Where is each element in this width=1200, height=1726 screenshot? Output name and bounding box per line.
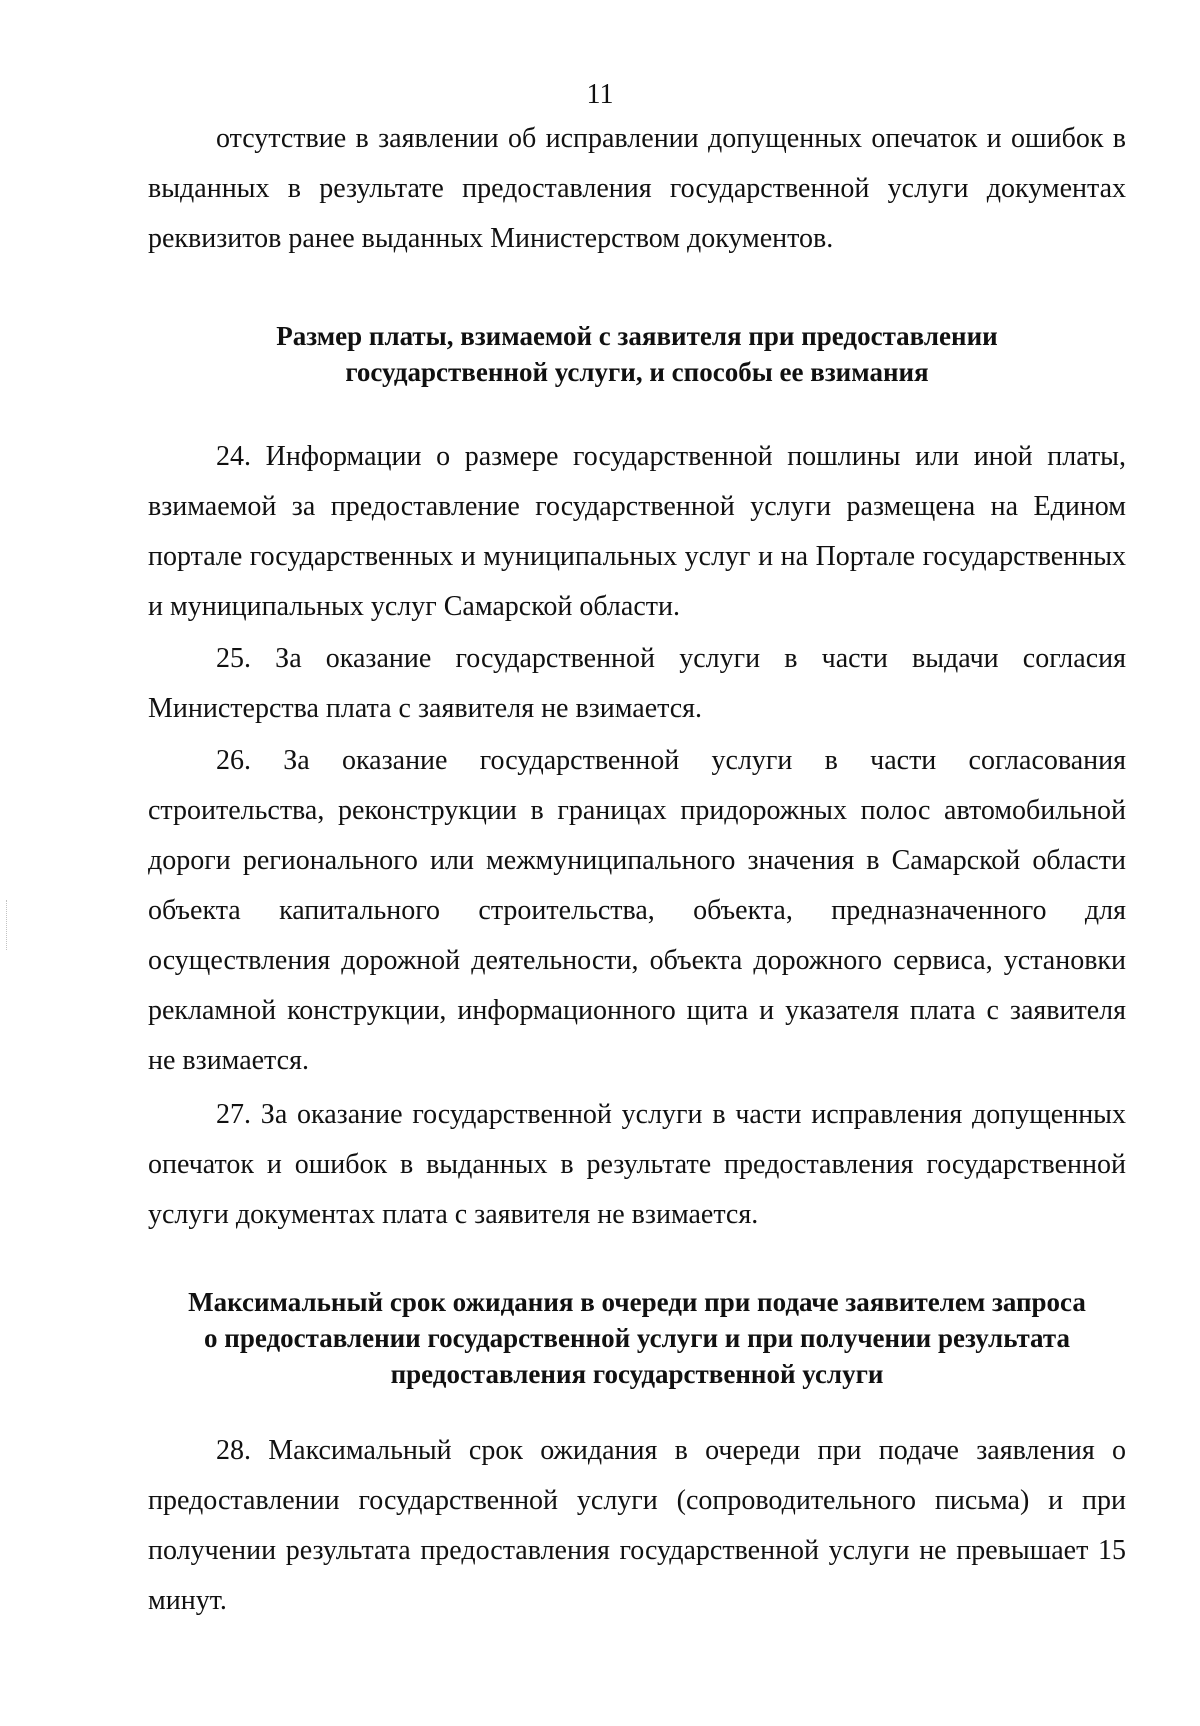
page-number: 11 xyxy=(586,79,614,110)
paragraph-27-text: 27. За оказание государственной услуги в части исправления допущенных опечаток и ошибок в выданных в результате предоставления государственной услуги документах плата с заявителя не взимается. xyxy=(148,1099,1126,1230)
paragraph-26 xyxy=(148,736,1126,1086)
paragraph-28 xyxy=(148,1426,1126,1626)
paragraph-25-text: 25. За оказание государственной услуги в части выдачи согласия Министерства плата с заявителя не взимается. xyxy=(148,643,1126,724)
scan-edge-mark xyxy=(6,900,15,950)
section-heading-queue-time-line-2: о предоставлении государственной услуги и при получении результата xyxy=(204,1323,1070,1353)
section-heading-fee xyxy=(148,318,1126,390)
section-heading-queue-time xyxy=(148,1284,1126,1392)
section-heading-queue-time-line-1: Максимальный срок ожидания в очереди при подаче заявителем запроса xyxy=(188,1287,1086,1317)
paragraph-24-text: 24. Информации о размере государственной пошлины или иной платы, взимаемой за предоставление государственной услуги размещена на Едином портале государственных и муниципальных услуг и на Портале государственных и муниципальных услуг Самарской области. xyxy=(148,441,1126,622)
paragraph-24 xyxy=(148,432,1126,632)
paragraph-intro-text: отсутствие в заявлении об исправлении допущенных опечаток и ошибок в выданных в результате предоставления государственной услуги документах реквизитов ранее выданных Министерством документов. xyxy=(148,123,1126,254)
section-heading-fee-line-1: Размер платы, взимаемой с заявителя при предоставлении xyxy=(276,321,998,351)
paragraph-intro xyxy=(148,114,1126,264)
section-heading-fee-line-2: государственной услуги, и способы ее взимания xyxy=(345,357,929,387)
paragraph-26-text: 26. За оказание государственной услуги в части согласования строительства, реконструкции в границах придорожных полос автомобильной дороги регионального или межмуниципального значения в Самарской области объекта капитального строительства, объекта, предназначенного для осуществления дорожной деятельности, объекта дорожного сервиса, установки рекламной конструкции, информационного щита и указателя плата с заявителя не взимается. xyxy=(148,745,1126,1076)
paragraph-25 xyxy=(148,634,1126,734)
paragraph-28-text: 28. Максимальный срок ожидания в очереди при подаче заявления о предоставлении государственной услуги (сопроводительного письма) и при получении результата предоставления государственной услуги не превышает 15 минут. xyxy=(148,1435,1126,1616)
paragraph-27 xyxy=(148,1090,1126,1240)
section-heading-queue-time-line-3: предоставления государственной услуги xyxy=(390,1359,884,1389)
